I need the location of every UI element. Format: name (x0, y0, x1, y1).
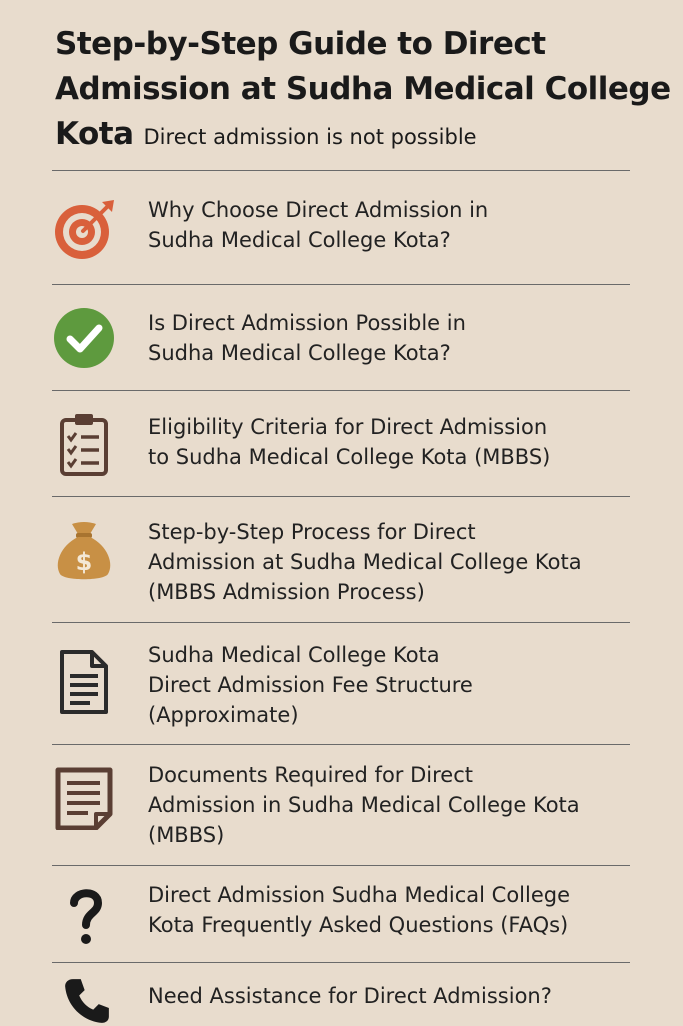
section-line: Why Choose Direct Admission in (148, 198, 489, 222)
section-line: Sudha Medical College Kota? (148, 228, 451, 252)
document-icon (52, 650, 116, 714)
section-line: Sudha Medical College Kota (148, 643, 440, 667)
section-line: Kota Frequently Asked Questions (FAQs) (148, 913, 569, 937)
section-line: Is Direct Admission Possible in (148, 311, 466, 335)
section-text (148, 760, 648, 850)
section-line: (Approximate) (148, 703, 299, 727)
check-circle-icon (52, 306, 116, 370)
section-line: Direct Admission Fee Structure (148, 673, 473, 697)
title-line-1: Step-by-Step Guide to Direct (55, 26, 546, 62)
documents-icon (52, 766, 116, 830)
phone-icon (62, 976, 112, 1026)
section-text (148, 640, 648, 730)
section-line: Admission in Sudha Medical College Kota (148, 793, 580, 817)
divider (52, 170, 630, 171)
section-line: (MBBS Admission Process) (148, 580, 425, 604)
divider (52, 865, 630, 866)
section-line: Direct Admission Sudha Medical College (148, 883, 571, 907)
section-line: Need Assistance for Direct Admission? (148, 984, 552, 1008)
section-line: Eligibility Criteria for Direct Admission (148, 415, 548, 439)
section-text (148, 412, 648, 472)
target-icon (52, 198, 116, 262)
divider (52, 962, 630, 963)
section-line: Documents Required for Direct (148, 763, 473, 787)
section-text (148, 880, 648, 940)
section-text (148, 308, 648, 368)
title-line-3: Kota (55, 116, 134, 152)
section-text (148, 195, 648, 255)
divider (52, 390, 630, 391)
title-line-2: Admission at Sudha Medical College (55, 71, 671, 107)
clipboard-checklist-icon (52, 412, 116, 476)
page-subtitle: Direct admission is not possible (143, 125, 477, 149)
divider (52, 284, 630, 285)
divider (52, 496, 630, 497)
section-line: Admission at Sudha Medical College Kota (148, 550, 582, 574)
section-line: to Sudha Medical College Kota (MBBS) (148, 445, 551, 469)
page-title (55, 22, 671, 160)
money-bag-icon (52, 518, 116, 582)
section-text (148, 517, 648, 607)
svg-text:$: $ (75, 548, 93, 576)
divider (52, 622, 630, 623)
section-line: (MBBS) (148, 823, 225, 847)
section-text (148, 981, 648, 1011)
section-line: Step-by-Step Process for Direct (148, 520, 476, 544)
section-line: Sudha Medical College Kota? (148, 341, 451, 365)
divider (52, 744, 630, 745)
question-mark-icon (52, 883, 116, 947)
